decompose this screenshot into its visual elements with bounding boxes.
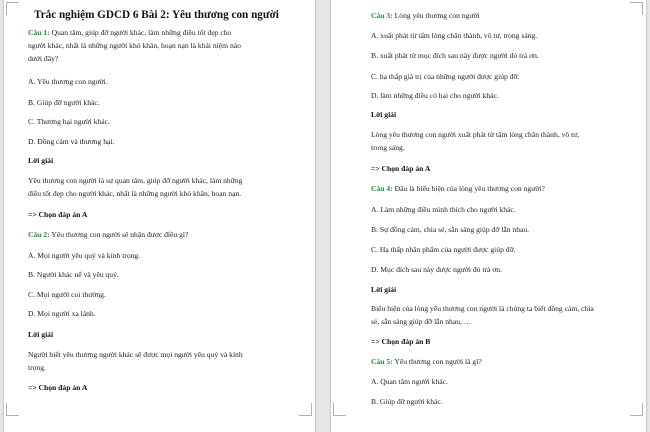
question-2-explanation-cont: trọng. (28, 363, 46, 372)
question-2-answer: => Chọn đáp án A (28, 383, 88, 392)
question-1-text-cont: dưới đây? (28, 54, 59, 63)
question-1-solution-label: Lời giải (28, 156, 54, 165)
question-1-explanation-cont: điều tốt đẹp cho người khác, nhất là những người khó khăn, hoạn nạn. (28, 189, 242, 198)
question-3-option-a: A. xuất phát từ tấm lòng chân thành, vô tư, trong sáng. (371, 31, 538, 40)
question-3-answer: => Chọn đáp án A (371, 164, 431, 173)
document-page-right (331, 0, 646, 432)
question-3-option-b: B. xuất phát từ mục đích sau này được người đó trả ơn. (371, 51, 539, 60)
question-1-option-a: A. Yêu thương con người. (28, 77, 108, 86)
question-4-label: Câu 4: (371, 184, 393, 193)
question-4-solution-label: Lời giải (371, 285, 397, 294)
page-title: Trắc nghiệm GDCD 6 Bài 2: Yêu thương con người (34, 9, 279, 21)
question-3-label: Câu 3: (371, 11, 393, 20)
question-4-option-b: B. Sự đồng cảm, chia sẻ, sẵn sàng giúp đỡ lẫn nhau. (371, 225, 530, 234)
question-4-text: Câu 4: Đâu là biểu hiện của lòng yêu thương con người? (371, 184, 545, 193)
question-5-text: Câu 5: Yêu thương con người là gì? (371, 357, 482, 366)
question-4-explanation: Biểu hiện của lòng yêu thương con người là chúng ta biết đồng cảm, chia (371, 304, 594, 313)
question-3-explanation-cont: trong sáng. (371, 143, 405, 152)
question-1-option-b: B. Giúp đỡ người khác. (28, 98, 100, 107)
question-2-option-c: C. Mọi người coi thường. (28, 290, 106, 299)
question-1-label: Câu 1: (28, 28, 50, 37)
question-1-explanation: Yêu thương con người là sự quan tâm, giúp đỡ người khác, làm những (28, 176, 243, 185)
question-2-label: Câu 2: (28, 230, 50, 239)
question-3-option-d: D. làm những điều có hại cho người khác. (371, 91, 499, 100)
question-5-label: Câu 5: (371, 357, 393, 366)
question-5-option-a: A. Quan tâm người khác. (371, 377, 448, 386)
question-4-option-c: C. Hạ thấp nhân phẩm của người được giúp đỡ. (371, 245, 516, 254)
question-3-text: Câu 3: Lòng yêu thương con người (371, 11, 480, 20)
question-4-explanation-cont: sẻ, sẵn sàng giúp đỡ lẫn nhau, … (371, 317, 472, 326)
question-1-option-c: C. Thương hại người khác. (28, 117, 110, 126)
question-1-text: Câu 1: Quan tâm, giúp đỡ người khác, làm những điều tốt đẹp cho (28, 28, 232, 37)
question-3-solution-label: Lời giải (371, 110, 397, 119)
question-2-option-d: D. Mọi người xa lánh. (28, 309, 96, 318)
question-3-explanation: Lòng yêu thương con người xuất phát từ tấm lòng chân thành, vô tư, (371, 130, 580, 139)
question-2-solution-label: Lời giải (28, 330, 54, 339)
question-1-text-cont: người khác, nhất là những người khó khăn, hoạn nạn là khái niệm nào (28, 41, 241, 50)
question-2-explanation: Người biết yêu thương người khác sẽ được mọi người yêu quý và kính (28, 350, 243, 359)
question-2-text: Câu 2: Yêu thương con người sẽ nhận được điều gì? (28, 230, 189, 239)
document-page-left (4, 0, 315, 432)
question-2-option-b: B. Người khác nể và yêu quý. (28, 270, 119, 279)
question-4-option-a: A. Làm những điều mình thích cho người khác. (371, 205, 516, 214)
question-5-option-b: B. Giúp đỡ người khác. (371, 397, 443, 406)
question-4-option-d: D. Mục đích sau này được người đó trả ơn. (371, 265, 502, 274)
question-1-option-d: D. Đồng cảm và thương hại. (28, 137, 115, 146)
question-1-answer: => Chọn đáp án A (28, 210, 88, 219)
question-4-answer: => Chọn đáp án B (371, 337, 431, 346)
question-2-option-a: A. Mọi người yêu quý và kính trọng. (28, 251, 141, 260)
question-3-option-c: C. hạ thấp giá trị của những người được giúp đỡ. (371, 72, 520, 81)
